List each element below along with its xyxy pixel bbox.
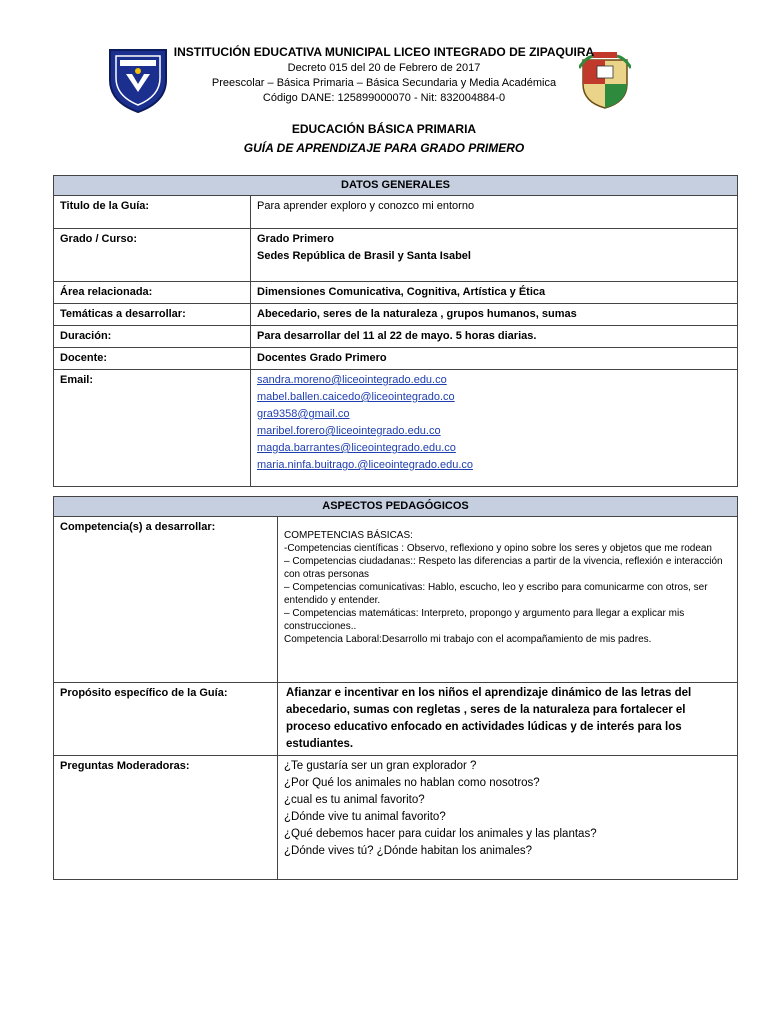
competencies-line: -Competencias científicas : Observo, reflexiono y opino sobre los seres y objetos que me rodean bbox=[284, 543, 712, 554]
question-item: ¿Qué debemos hacer para cuidar los animales y las plantas? bbox=[284, 828, 597, 840]
email-link[interactable]: sandra.moreno@liceointegrado.edu.co bbox=[257, 374, 447, 386]
grade-label: Grado / Curso: bbox=[54, 229, 251, 282]
question-item: ¿Dónde vive tu animal favorito? bbox=[284, 811, 446, 823]
email-link[interactable]: maria.ninfa.buitrago.@liceointegrado.edu.co bbox=[257, 459, 474, 471]
teacher-value: Docentes Grado Primero bbox=[251, 348, 738, 370]
topics-value: Abecedario, seres de la naturaleza , grupos humanos, sumas bbox=[251, 304, 738, 326]
duration-value: Para desarrollar del 11 al 22 de mayo. 5 horas diarias. bbox=[251, 326, 738, 348]
email-link[interactable]: mabel.ballen.caicedo@liceointegrado.co bbox=[257, 391, 455, 403]
competencies-line: Competencia Laboral:Desarrollo mi trabajo con el acompañamiento de mis padres. bbox=[284, 634, 652, 645]
institution-header bbox=[0, 44, 768, 106]
duration-label: Duración: bbox=[54, 326, 251, 348]
guide-title-value: Para aprender exploro y conozco mi entorno bbox=[251, 196, 738, 229]
guide-title-label: Titulo de la Guía: bbox=[54, 196, 251, 229]
question-item: ¿cual es tu animal favorito? bbox=[284, 794, 425, 806]
grade-value-line1: Grado Primero bbox=[257, 233, 335, 245]
pedagogic-heading: ASPECTOS PEDAGÓGICOS bbox=[54, 497, 738, 517]
decree-line: Decreto 015 del 20 de Febrero de 2017 bbox=[287, 62, 481, 74]
area-value: Dimensiones Comunicativa, Cognitiva, Artística y Ética bbox=[251, 282, 738, 304]
area-label: Área relacionada: bbox=[54, 282, 251, 304]
questions-label: Preguntas Moderadoras: bbox=[54, 756, 278, 880]
purpose-label: Propósito específico de la Guía: bbox=[54, 683, 278, 756]
email-list bbox=[251, 370, 738, 487]
competencies-line: – Competencias matemáticas: Interpreto, propongo y argumento para llegar a explicar mis construcciones.. bbox=[284, 608, 685, 632]
competencies-line: – Competencias ciudadanas:: Respeto las diferencias a partir de la vivencia, reflexión e interacción con otras personas bbox=[284, 556, 723, 580]
general-data-table bbox=[53, 175, 738, 487]
codes-line: Código DANE: 125899000070 - Nit: 832004884-0 bbox=[262, 92, 506, 104]
email-label: Email: bbox=[54, 370, 251, 487]
email-link[interactable]: gra9358@gmail.co bbox=[257, 408, 350, 420]
question-item: ¿Dónde vives tú? ¿Dónde habitan los animales? bbox=[284, 845, 533, 857]
grade-value bbox=[251, 229, 738, 282]
levels-line: Preescolar – Básica Primaria – Básica Secundaria y Media Académica bbox=[211, 77, 557, 89]
teacher-label: Docente: bbox=[54, 348, 251, 370]
competencies-text bbox=[278, 517, 738, 683]
grade-value-line2: Sedes República de Brasil y Santa Isabel bbox=[257, 250, 471, 262]
topics-label: Temáticas a desarrollar: bbox=[54, 304, 251, 326]
competencies-line: – Competencias comunicativas: Hablo, escucho, leo y escribo para comunicarme con otros, ser entendido y entender. bbox=[284, 582, 708, 606]
document-title: EDUCACIÓN BÁSICA PRIMARIA bbox=[291, 122, 477, 136]
pedagogic-table bbox=[53, 496, 738, 880]
competencies-line: COMPETENCIAS BÁSICAS: bbox=[284, 530, 413, 541]
question-item: ¿Te gustaría ser un gran explorador ? bbox=[284, 760, 477, 772]
email-link[interactable]: maribel.forero@liceointegrado.edu.co bbox=[257, 425, 441, 437]
email-link[interactable]: magda.barrantes@liceointegrado.edu.co bbox=[257, 442, 456, 454]
competencies-label: Competencia(s) a desarrollar: bbox=[54, 517, 278, 683]
questions-list bbox=[278, 756, 738, 880]
purpose-text: Afianzar e incentivar en los niños el aprendizaje dinámico de las letras del abecedario, sumas con regletas , seres de la naturaleza para fortalecer el proceso educativo enfocado en actividades lúdicas y de interés para los estudiantes. bbox=[278, 683, 738, 756]
general-data-heading: DATOS GENERALES bbox=[54, 176, 738, 196]
question-item: ¿Por Qué los animales no hablan como nosotros? bbox=[284, 777, 540, 789]
institution-name: INSTITUCIÓN EDUCATIVA MUNICIPAL LICEO INTEGRADO DE ZIPAQUIRA bbox=[173, 45, 595, 59]
document-subtitle: GUÍA DE APRENDIZAJE PARA GRADO PRIMERO bbox=[243, 141, 525, 155]
